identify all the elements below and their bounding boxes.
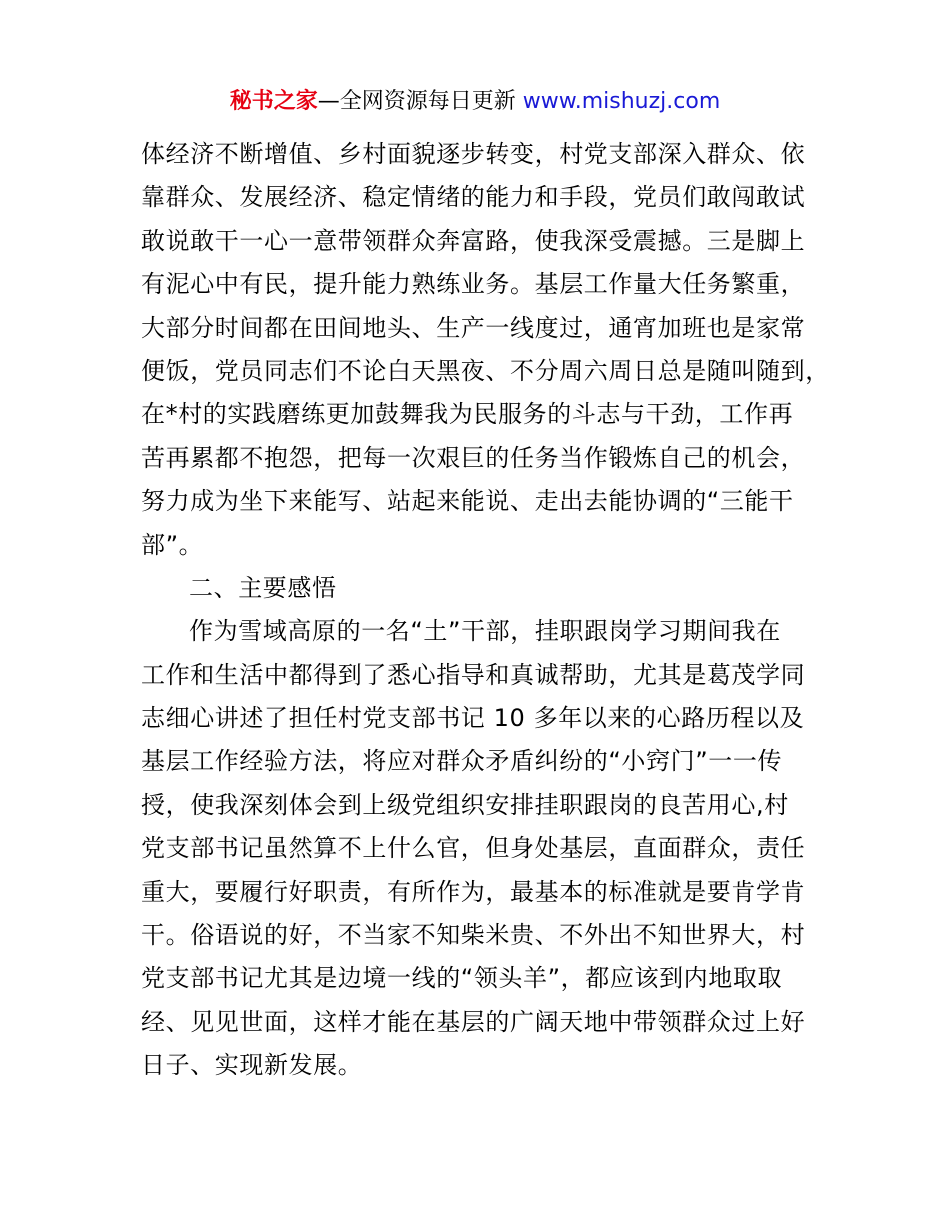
text-line: 体经济不断增值、乡村面貌逐步转变，村党支部深入群众、依 (141, 140, 806, 168)
text-line: 有泥心中有民，提升能力熟练业务。基层工作量大任务繁重， (141, 270, 806, 299)
text-line: 工作和生活中都得到了悉心指导和真诚帮助，尤其是葛茂学同 (141, 660, 806, 689)
text-line: 便饭，党员同志们不论白天黑夜、不分周六周日总是随叫随到， (141, 356, 830, 385)
text-line: 重大，要履行好职责，有所作为，最基本的标准就是要肯学肯 (141, 877, 806, 906)
text-line: 大部分时间都在田间地头、生产一线度过，通宵加班也是家常 (141, 313, 806, 342)
section-heading: 二、主要感悟 (189, 573, 337, 602)
text-line: 志细心讲述了担任村党支部书记 10 多年以来的心路历程以及 (141, 704, 805, 733)
text-line: 授，使我深刻体会到上级党组织安排挂职跟岗的良苦用心,村 (141, 790, 789, 819)
brand-name: 秘书之家 (229, 89, 318, 114)
text-line: 努力成为坐下来能写、站起来能说、走出去能协调的“三能干 (141, 487, 794, 516)
website-link[interactable]: www.mishuzj.com (522, 89, 721, 114)
paragraph-first-line: 作为雪域高原的一名“土”干部，挂职跟岗学习期间我在 (189, 617, 781, 646)
text-line: 靠群众、发展经济、稳定情绪的能力和手段，党员们敢闯敢试 (141, 183, 806, 212)
document-body (141, 133, 831, 1088)
page-header (0, 86, 950, 118)
text-line: 基层工作经验方法，将应对群众矛盾纠纷的“小窍门”一一传 (141, 747, 783, 776)
text-line: 部”。 (141, 530, 204, 559)
text-line: 敢说敢干一心一意带领群众奔富路，使我深受震撼。三是脚上 (141, 226, 806, 255)
header-slogan: —全网资源每日更新 (317, 89, 523, 114)
text-line: 经、见见世面，这样才能在基层的广阔天地中带领群众过上好 (141, 1007, 806, 1036)
text-line: 日子、实现新发展。 (141, 1051, 363, 1080)
text-line: 干。俗语说的好，不当家不知柴米贵、不外出不知世界大，村 (141, 921, 806, 950)
text-line: 党支部书记虽然算不上什么官，但身处基层，直面群众，责任 (141, 834, 806, 863)
text-line: 苦再累都不抱怨，把每一次艰巨的任务当作锻炼自己的机会， (141, 443, 806, 472)
text-line: 党支部书记尤其是边境一线的“领头羊”，都应该到内地取取 (141, 964, 783, 993)
text-line: 在*村的实践磨练更加鼓舞我为民服务的斗志与干劲，工作再 (141, 400, 794, 429)
